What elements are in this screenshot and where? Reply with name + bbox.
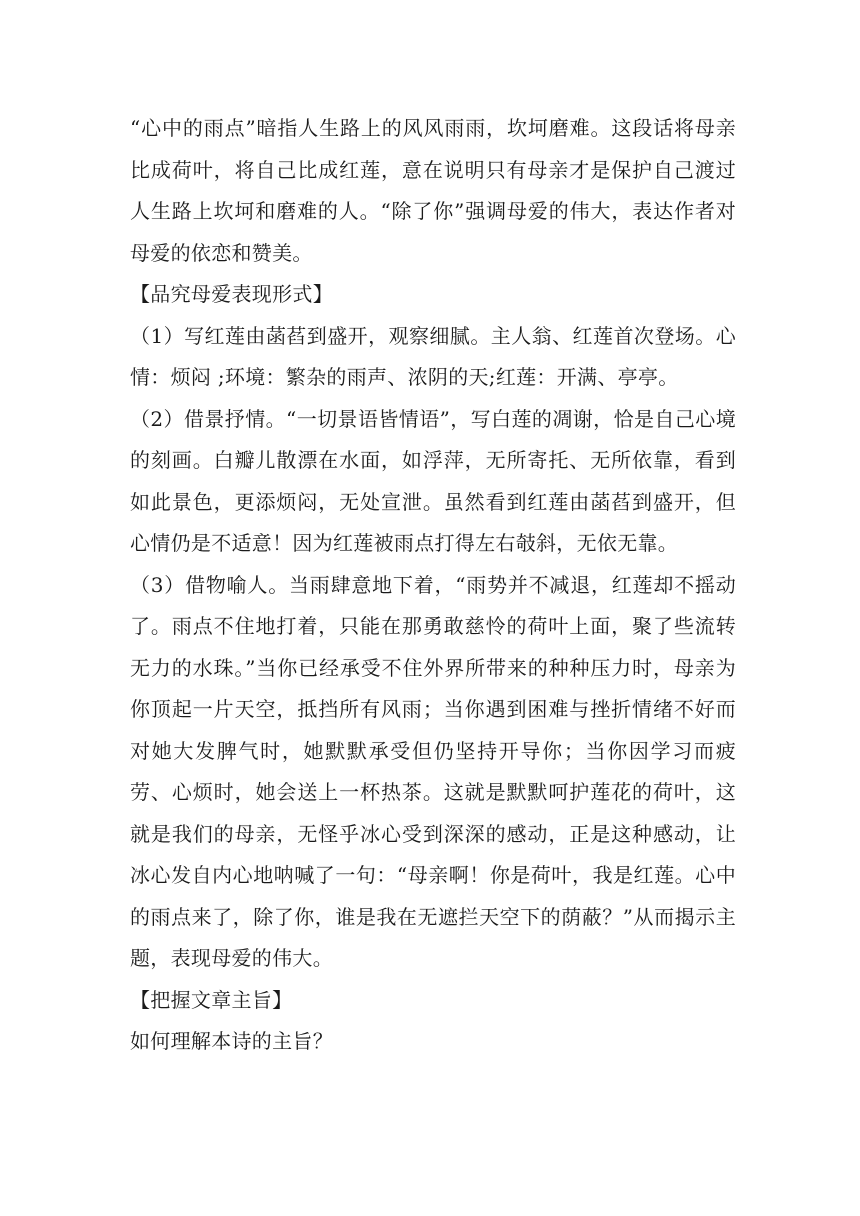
section-heading-main-theme: 【把握文章主旨】: [130, 987, 293, 1012]
paragraph-point-2: （2）借景抒情。“一切景语皆情语”，写白莲的凋谢，恰是自己心境的刻画。白瓣儿散漂在水面，如浮萍，无所寄托、无所依靠，看到如此景色，更添烦闷，无处宣泄。虽然看到红莲由菡萏到盛开，但心情仍是不适意！因为红莲被雨点打得左右攲斜，无依无靠。: [130, 406, 736, 555]
paragraph-point-3: （3）借物喻人。当雨肆意地下着，“雨势并不减退，红莲却不摇动了。雨点不住地打着，只能在那勇敢慈怜的荷叶上面，聚了些流转无力的水珠。”当你已经承受不住外界所带来的种种压力时，母亲为你顶起一片天空，抵挡所有风雨；当你遇到困难与挫折情绪不好而对她大发脾气时，她默默承受但仍坚持开导你；当你因学习而疲劳、心烦时，她会送上一杯热茶。这就是默默呵护莲花的荷叶，这就是我们的母亲，无怪乎冰心受到深深的感动，正是这种感动，让冰心发自内心地呐喊了一句：“母亲啊！你是荷叶，我是红莲。心中的雨点来了，除了你，谁是我在无遮拦天空下的荫蔽？”从而揭示主题，表现母爱的伟大。: [130, 572, 736, 970]
paragraph-point-1: （1）写红莲由菡萏到盛开，观察细腻。主人翁、红莲首次登场。心情：烦闷 ;环境：繁杂的雨声、浓阴的天;红莲：开满、亭亭。: [130, 323, 736, 389]
paragraph-rain-metaphor: “心中的雨点”暗指人生路上的风风雨雨，坎坷磨难。这段话将母亲比成荷叶，将自己比成红莲，意在说明只有母亲才是保护自己渡过人生路上坎坷和磨难的人。“除了你”强调母爱的伟大，表达作者对母爱的依恋和赞美。: [130, 116, 736, 265]
paragraph-question: 如何理解本诗的主旨？: [130, 1029, 333, 1053]
section-heading-maternal-love-forms: 【品究母爱表现形式】: [130, 282, 333, 306]
document-body: [130, 108, 736, 1063]
